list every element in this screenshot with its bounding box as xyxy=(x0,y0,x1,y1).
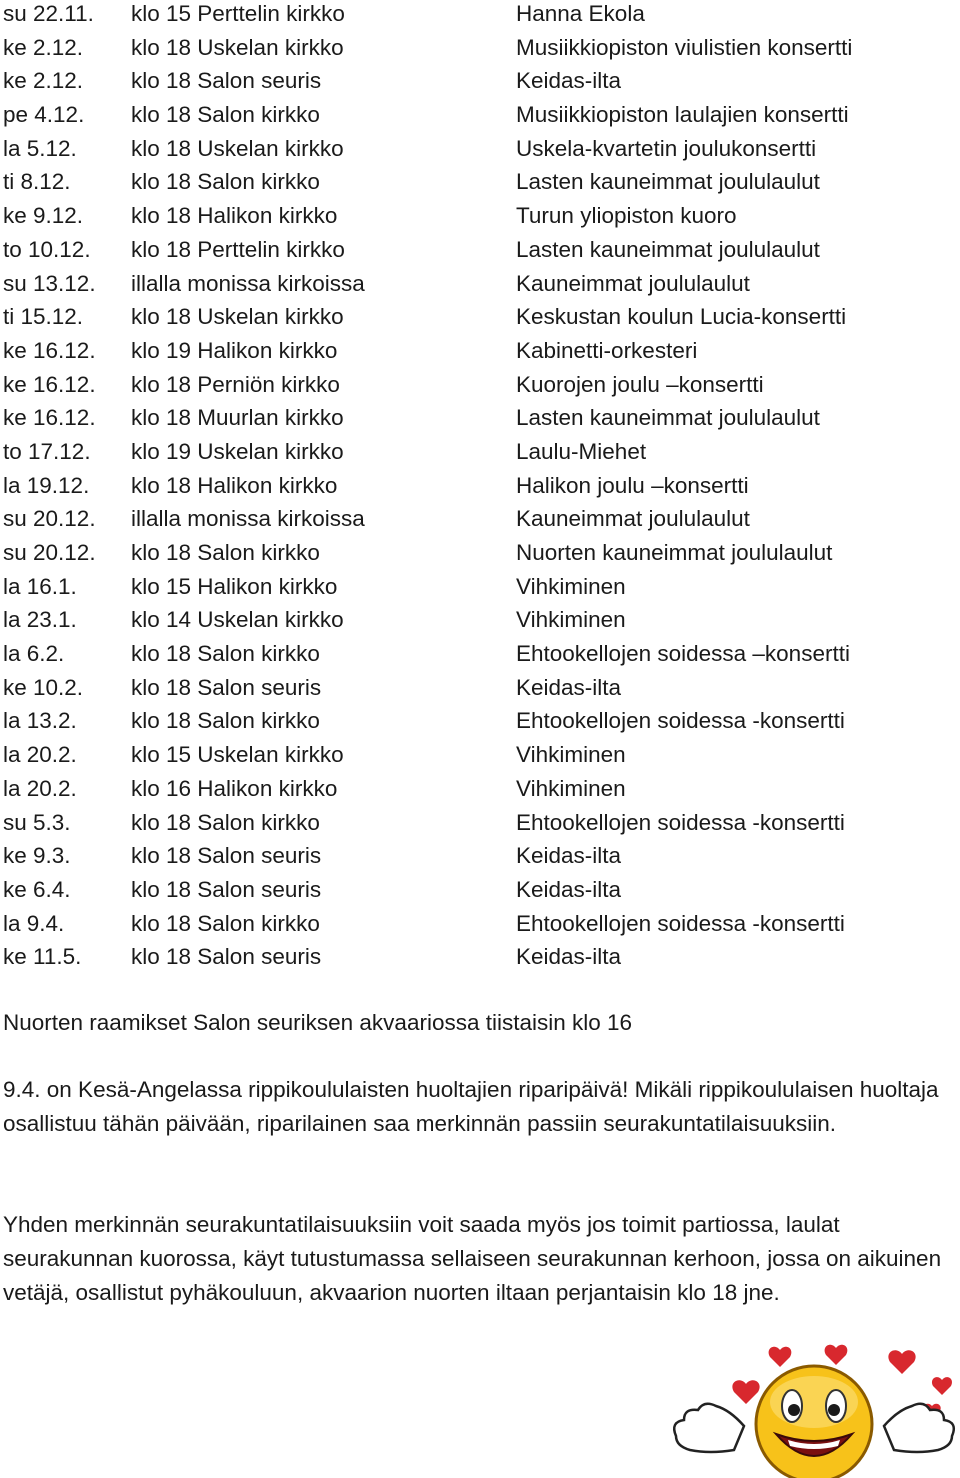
event-title: Vihkiminen xyxy=(516,607,626,633)
schedule-row xyxy=(3,435,953,469)
event-title: Kabinetti-orkesteri xyxy=(516,337,698,363)
schedule-row xyxy=(3,873,953,907)
schedule-row xyxy=(3,671,953,705)
event-title: Ehtookellojen soidessa –konsertti xyxy=(516,641,850,667)
schedule-row xyxy=(3,637,953,671)
schedule-row xyxy=(3,0,953,31)
event-date: su 22.11. xyxy=(3,1,94,26)
event-date: ke 16.12. xyxy=(3,405,96,431)
event-title: Ehtookellojen soidessa -konsertti xyxy=(516,809,845,835)
schedule-row xyxy=(3,64,953,98)
event-date: ke 9.3. xyxy=(3,843,71,869)
schedule-row xyxy=(3,806,953,840)
schedule-row xyxy=(3,839,953,873)
smiley-hearts-icon xyxy=(668,1340,960,1478)
event-time-place: klo 18 Uskelan kirkko xyxy=(131,135,344,161)
schedule-row xyxy=(3,536,953,570)
event-time-place: klo 18 Uskelan kirkko xyxy=(131,34,344,60)
event-title: Keidas-ilta xyxy=(516,674,622,700)
event-time-place: klo 18 Salon seuris xyxy=(131,674,322,700)
event-title: Halikon joulu –konsertti xyxy=(516,472,749,498)
event-time-place: klo 18 Salon seuris xyxy=(131,68,322,94)
event-time-place: klo 18 Salon kirkko xyxy=(131,102,320,128)
event-title: Ehtookellojen soidessa -konsertti xyxy=(516,708,845,734)
schedule-row xyxy=(3,907,953,941)
schedule-row xyxy=(3,469,953,503)
event-date: la 9.4. xyxy=(3,910,65,936)
event-time-place: klo 18 Halikon kirkko xyxy=(131,472,338,498)
event-date: ke 2.12. xyxy=(3,68,84,94)
event-date: ke 6.4. xyxy=(3,876,71,902)
event-title: Ehtookellojen soidessa -konsertti xyxy=(516,910,845,936)
schedule-row xyxy=(3,738,953,772)
event-title: Uskela-kvartetin joulukonsertti xyxy=(516,135,817,161)
event-title: Lasten kauneimmat joululaulut xyxy=(516,236,820,262)
event-date: la 13.2. xyxy=(3,708,77,734)
event-date: la 19.12. xyxy=(3,472,90,498)
event-date: to 10.12. xyxy=(3,236,91,262)
event-time-place: klo 18 Salon kirkko xyxy=(131,169,320,195)
schedule-row xyxy=(3,704,953,738)
schedule-row xyxy=(3,570,953,604)
event-date: la 16.1. xyxy=(3,573,77,599)
event-time-place: klo 18 Salon kirkko xyxy=(131,809,320,835)
event-title: Lasten kauneimmat joululaulut xyxy=(516,405,820,431)
event-time-place: klo 19 Uskelan kirkko xyxy=(131,438,344,464)
schedule-row xyxy=(3,267,953,301)
event-time-place: klo 14 Uskelan kirkko xyxy=(131,607,344,633)
event-title: Musiikkiopiston viulistien konsertti xyxy=(516,34,853,60)
event-time-place: illalla monissa kirkoissa xyxy=(131,270,365,296)
event-title: Laulu-Miehet xyxy=(516,438,647,464)
event-time-place: klo 15 Uskelan kirkko xyxy=(131,742,344,768)
event-date: la 20.2. xyxy=(3,775,77,801)
event-date: to 17.12. xyxy=(3,438,91,464)
event-time-place: klo 18 Salon seuris xyxy=(131,876,322,902)
schedule-row xyxy=(3,132,953,166)
event-time-place: klo 18 Salon kirkko xyxy=(131,641,320,667)
schedule-row xyxy=(3,300,953,334)
event-title: Vihkiminen xyxy=(516,775,626,801)
event-title: Kauneimmat joululaulut xyxy=(516,506,750,532)
schedule-row xyxy=(3,233,953,267)
schedule-row xyxy=(3,334,953,368)
event-time-place: klo 18 Salon kirkko xyxy=(131,708,320,734)
event-title: Vihkiminen xyxy=(516,573,626,599)
event-schedule xyxy=(3,0,953,974)
event-date: ke 9.12. xyxy=(3,203,84,229)
event-title: Hanna Ekola xyxy=(516,1,645,26)
schedule-row xyxy=(3,772,953,806)
event-title: Keidas-ilta xyxy=(516,876,622,902)
event-date: la 23.1. xyxy=(3,607,77,633)
event-time-place: klo 18 Salon seuris xyxy=(131,843,322,869)
event-date: ke 10.2. xyxy=(3,674,84,700)
event-time-place: klo 18 Muurlan kirkko xyxy=(131,405,344,431)
event-date: ti 8.12. xyxy=(3,169,71,195)
event-date: pe 4.12. xyxy=(3,102,85,128)
event-title: Kuorojen joulu –konsertti xyxy=(516,371,764,397)
event-time-place: klo 15 Perttelin kirkko xyxy=(131,1,345,26)
event-title: Kauneimmat joululaulut xyxy=(516,270,750,296)
event-time-place: klo 15 Halikon kirkko xyxy=(131,573,338,599)
event-title: Keidas-ilta xyxy=(516,68,622,94)
schedule-row xyxy=(3,368,953,402)
event-time-place: klo 16 Halikon kirkko xyxy=(131,775,338,801)
event-date: ti 15.12. xyxy=(3,304,84,330)
event-title: Keidas-ilta xyxy=(516,843,622,869)
event-time-place: illalla monissa kirkoissa xyxy=(131,506,365,532)
event-date: su 13.12. xyxy=(3,270,96,296)
event-title: Keskustan koulun Lucia-konsertti xyxy=(516,304,847,330)
event-time-place: klo 18 Salon seuris xyxy=(131,944,322,970)
schedule-row xyxy=(3,940,953,974)
event-title: Keidas-ilta xyxy=(516,944,622,970)
schedule-row xyxy=(3,98,953,132)
event-date: la 20.2. xyxy=(3,742,77,768)
event-date: su 5.3. xyxy=(3,809,71,835)
event-time-place: klo 18 Salon kirkko xyxy=(131,910,320,936)
event-title: Nuorten kauneimmat joululaulut xyxy=(516,540,833,565)
event-time-place: klo 18 Perniön kirkko xyxy=(131,371,340,397)
event-time-place: klo 18 Salon kirkko xyxy=(131,540,320,565)
event-date: la 6.2. xyxy=(3,641,65,667)
schedule-row xyxy=(3,165,953,199)
event-title: Vihkiminen xyxy=(516,742,626,768)
parents-day-note: 9.4. on Kesä-Angelassa rippikoululaisten huoltajien riparipäivä! Mikäli rippikoululaisen huoltaja osallistuu tähän päivään, riparilainen saa merkinnän passiin seurakuntatilaisuuksiin. xyxy=(3,1077,939,1136)
event-time-place: klo 18 Uskelan kirkko xyxy=(131,304,344,330)
event-date: ke 16.12. xyxy=(3,371,96,397)
schedule-row xyxy=(3,502,953,536)
event-title: Musiikkiopiston laulajien konsertti xyxy=(516,102,849,128)
event-date: ke 16.12. xyxy=(3,337,96,363)
event-date: ke 2.12. xyxy=(3,34,84,60)
schedule-row xyxy=(3,603,953,637)
youth-evening-note: Nuorten raamikset Salon seuriksen akvaariossa tiistaisin klo 16 xyxy=(3,1010,633,1035)
schedule-row xyxy=(3,31,953,65)
event-title: Lasten kauneimmat joululaulut xyxy=(516,169,820,195)
event-date: su 20.12. xyxy=(3,506,96,532)
event-time-place: klo 18 Halikon kirkko xyxy=(131,203,338,229)
event-date: la 5.12. xyxy=(3,135,77,161)
other-marks-note: Yhden merkinnän seurakuntatilaisuuksiin voit saada myös jos toimit partiossa, laulat seurakunnan kuorossa, käyt tutustumassa sellaiseen seurakunnan kerhoon, jossa on aikuinen vetäjä, osallistut pyhäkouluun, akvaarion nuorten iltaan perjantaisin klo 18 jne. xyxy=(3,1212,942,1305)
event-time-place: klo 19 Halikon kirkko xyxy=(131,337,338,363)
event-title: Turun yliopiston kuoro xyxy=(516,203,737,229)
event-date: su 20.12. xyxy=(3,540,96,565)
schedule-row xyxy=(3,199,953,233)
event-date: ke 11.5. xyxy=(3,944,82,970)
event-time-place: klo 18 Perttelin kirkko xyxy=(131,236,345,262)
schedule-row xyxy=(3,401,953,435)
